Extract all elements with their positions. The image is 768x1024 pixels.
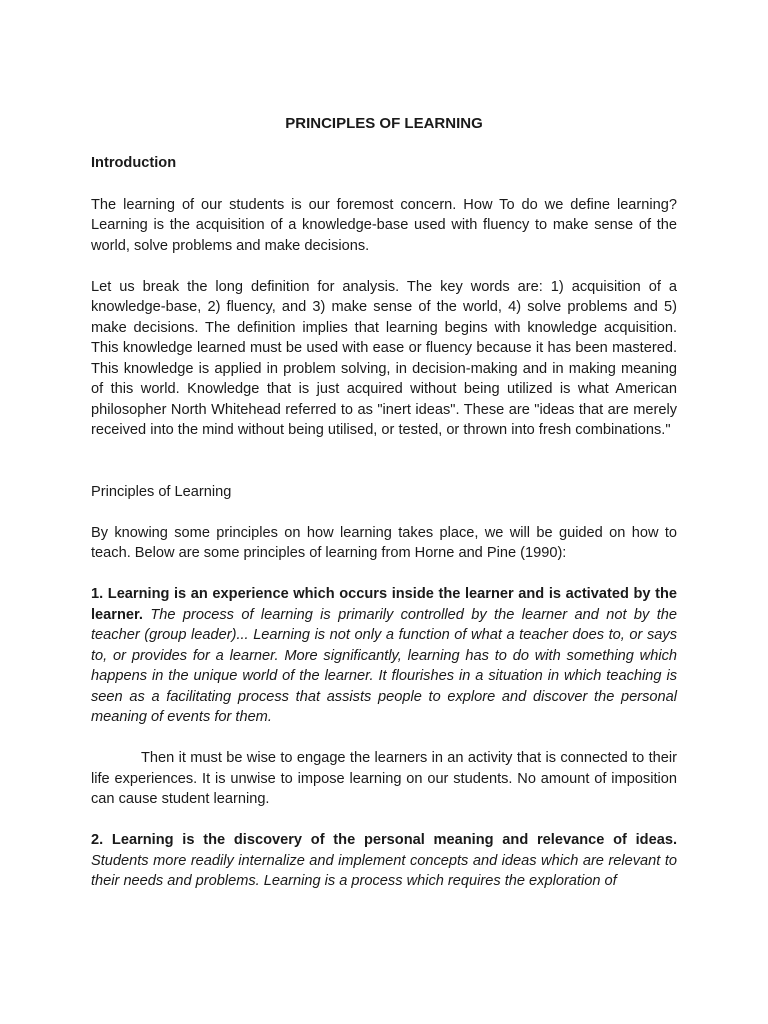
document-title: PRINCIPLES OF LEARNING (285, 115, 483, 132)
principle-2-paragraph (91, 830, 677, 892)
section-heading: Principles of Learning (91, 483, 232, 500)
principle-1-text: The process of learning is primarily controlled by the learner and not by the teacher (group leader)... Learning is not only a function of what a teacher does to, or says to, or provides for a learner. More significantly, learning has to do with something which happens in the unique world of the learner. It flourishes in a situation in which teaching is seen as a facilitating process that assists people to explore and discover the personal meaning of events for them. (91, 606, 678, 725)
intro-paragraph-1: The learning of our students is our foremost concern. How To do we define learning? Learning is the acquisition of a knowledge-base used with fluency to make sense of the world, solve problems and make decisions. (91, 196, 677, 254)
document-page (91, 114, 677, 912)
intro-heading: Introduction (91, 155, 177, 171)
section-intro-paragraph: By knowing some principles on how learning takes place, we will be guided on how to teach. Below are some principles of learning from Horne and Pine (1990): (91, 524, 677, 561)
intro-paragraph-2: Let us break the long definition for analysis. The key words are: 1) acquisition of a knowledge-base, 2) fluency, and 3) make sense of the world, 4) solve problems and 5) make decisions. The definition implies that learning begins with knowledge acquisition. This knowledge learned must be used with ease or fluency because it has been mastered. This knowledge is applied in problem solving, in decision-making and in making meaning of this world. Knowledge that is just acquired without being utilized is what American philosopher North Whitehead referred to as "inert ideas". These are "ideas that are merely received into the mind without being utilised, or tested, or thrown into fresh combinations." (91, 278, 677, 438)
principle-1-paragraph (91, 584, 677, 728)
principle-2-text: Students more readily internalize and implement concepts and ideas which are relevant to their needs and problems. Learning is a process which requires the exploration of (91, 852, 677, 889)
principle-2-lead: 2. Learning is the discovery of the personal meaning and relevance of ideas. (91, 832, 677, 848)
principle-1-lead: 1. Learning is an experience which occurs inside the learner and is activated by the learner. (91, 586, 677, 623)
principle-1-comment: Then it must be wise to engage the learners in an activity that is connected to their life experiences. It is unwise to impose learning on our students. No amount of imposition can cause student learning. (91, 750, 677, 807)
